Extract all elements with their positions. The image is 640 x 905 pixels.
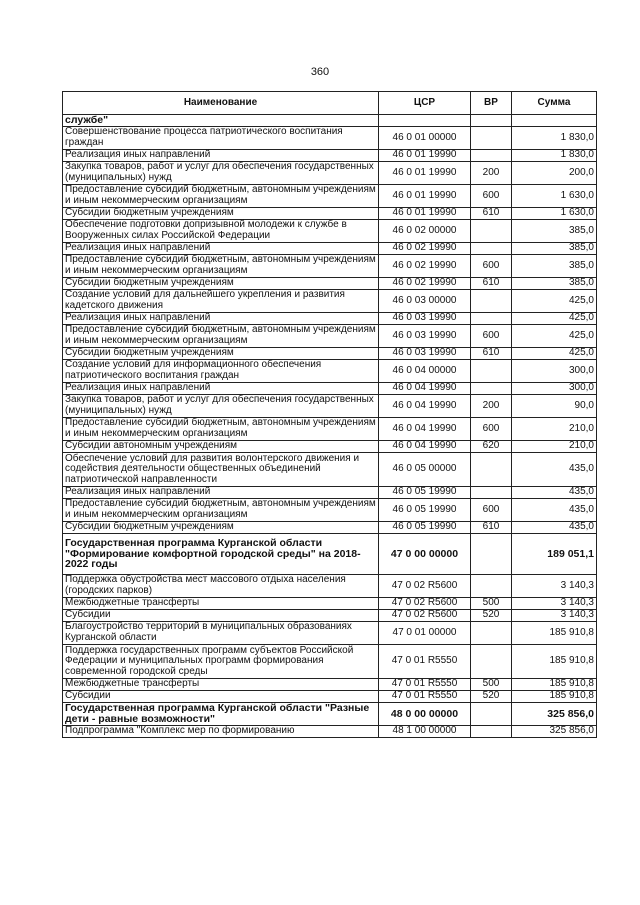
sum-cell: 210,0 [512,441,597,453]
vr-cell: 600 [471,325,512,348]
name-cell: Межбюджетные трансферты [63,679,379,691]
vr-cell: 620 [471,441,512,453]
name-cell: Совершенствование процесса патриотического воспитания граждан [63,127,379,150]
sum-cell: 435,0 [512,487,597,499]
csr-cell: 47 0 01 R5550 [379,691,471,703]
name-cell: Субсидии [63,610,379,622]
sum-cell: 385,0 [512,220,597,243]
vr-cell [471,726,512,738]
sum-cell: 185 910,8 [512,622,597,645]
sum-cell: 1 630,0 [512,208,597,220]
csr-cell: 46 0 05 00000 [379,453,471,487]
table-row [63,325,597,348]
name-cell: Обеспечение условий для развития волонтерского движения и содействия деятельности общественных объединений патриотической направленности [63,453,379,487]
name-cell: Субсидии [63,691,379,703]
sum-cell: 435,0 [512,522,597,534]
csr-cell: 47 0 02 R5600 [379,598,471,610]
vr-cell [471,150,512,162]
csr-cell: 46 0 05 19990 [379,522,471,534]
sum-cell: 185 910,8 [512,691,597,703]
name-cell: службе" [63,115,379,127]
vr-cell [471,453,512,487]
table-row [63,499,597,522]
name-cell: Закупка товаров, работ и услуг для обеспечения государственных (муниципальных) нужд [63,162,379,185]
csr-cell: 46 0 05 19990 [379,487,471,499]
vr-cell: 500 [471,679,512,691]
table-row [63,622,597,645]
vr-cell [471,220,512,243]
table-row [63,220,597,243]
name-cell: Предоставление субсидий бюджетным, автономным учреждениям и иным некоммерческим организациям [63,255,379,278]
csr-cell: 47 0 02 R5600 [379,610,471,622]
header-vr: ВР [471,92,512,115]
table-row [63,534,597,575]
sum-cell: 385,0 [512,278,597,290]
name-cell: Субсидии автономным учреждениям [63,441,379,453]
name-cell: Создание условий для дальнейшего укрепления и развития кадетского движения [63,290,379,313]
name-cell: Подпрограмма "Комплекс мер по формированию [63,726,379,738]
sum-cell: 325 856,0 [512,726,597,738]
vr-cell: 610 [471,278,512,290]
sum-cell: 189 051,1 [512,534,597,575]
sum-cell: 1 830,0 [512,127,597,150]
csr-cell: 46 0 04 19990 [379,395,471,418]
csr-cell [379,115,471,127]
vr-cell: 600 [471,499,512,522]
name-cell: Предоставление субсидий бюджетным, автономным учреждениям и иным некоммерческим организациям [63,325,379,348]
name-cell: Реализация иных направлений [63,383,379,395]
csr-cell: 47 0 02 R5600 [379,575,471,598]
name-cell: Предоставление субсидий бюджетным, автономным учреждениям и иным некоммерческим организациям [63,418,379,441]
name-cell: Государственная программа Курганской области "Формирование комфортной городской среды" на 2018-2022 годы [63,534,379,575]
vr-cell: 200 [471,395,512,418]
csr-cell: 47 0 01 00000 [379,622,471,645]
sum-cell: 210,0 [512,418,597,441]
csr-cell: 46 0 03 19990 [379,325,471,348]
budget-table [62,91,597,738]
csr-cell: 46 0 02 00000 [379,220,471,243]
csr-cell: 46 0 03 19990 [379,313,471,325]
sum-cell: 425,0 [512,325,597,348]
table-row [63,313,597,325]
name-cell: Закупка товаров, работ и услуг для обеспечения государственных (муниципальных) нужд [63,395,379,418]
table-row [63,208,597,220]
table-row [63,255,597,278]
vr-cell [471,290,512,313]
vr-cell [471,645,512,679]
csr-cell: 47 0 01 R5550 [379,645,471,679]
sum-cell: 425,0 [512,313,597,325]
vr-cell: 200 [471,162,512,185]
table-row [63,487,597,499]
sum-cell: 1 630,0 [512,185,597,208]
vr-cell: 600 [471,185,512,208]
table-row [63,115,597,127]
table-row [63,726,597,738]
table-row [63,441,597,453]
sum-cell: 90,0 [512,395,597,418]
vr-cell [471,703,512,726]
csr-cell: 46 0 04 19990 [379,418,471,441]
table-row [63,150,597,162]
table-row [63,691,597,703]
csr-cell: 46 0 01 19990 [379,208,471,220]
table-row [63,703,597,726]
table-row [63,348,597,360]
sum-cell: 300,0 [512,383,597,395]
vr-cell [471,360,512,383]
csr-cell: 46 0 01 19990 [379,162,471,185]
csr-cell: 46 0 02 19990 [379,278,471,290]
table-row [63,679,597,691]
table-row [63,243,597,255]
csr-cell: 47 0 00 00000 [379,534,471,575]
name-cell: Межбюджетные трансферты [63,598,379,610]
csr-cell: 47 0 01 R5550 [379,679,471,691]
table-row [63,610,597,622]
sum-cell: 3 140,3 [512,575,597,598]
name-cell: Субсидии бюджетным учреждениям [63,278,379,290]
csr-cell: 46 0 05 19990 [379,499,471,522]
csr-cell: 46 0 03 19990 [379,348,471,360]
csr-cell: 46 0 02 19990 [379,243,471,255]
csr-cell: 46 0 04 19990 [379,441,471,453]
name-cell: Обеспечение подготовки допризывной молодежи к службе в Вооруженных силах Российской Федерации [63,220,379,243]
csr-cell: 46 0 04 00000 [379,360,471,383]
vr-cell: 610 [471,522,512,534]
name-cell: Государственная программа Курганской области "Разные дети - равные возможности" [63,703,379,726]
vr-cell: 610 [471,208,512,220]
table-row [63,278,597,290]
header-csr: ЦСР [379,92,471,115]
sum-cell: 385,0 [512,255,597,278]
name-cell: Поддержка обустройства мест массового отдыха населения (городских парков) [63,575,379,598]
sum-cell: 425,0 [512,348,597,360]
vr-cell: 500 [471,598,512,610]
table-row [63,360,597,383]
sum-cell: 325 856,0 [512,703,597,726]
vr-cell: 520 [471,691,512,703]
sum-cell: 185 910,8 [512,679,597,691]
sum-cell: 425,0 [512,290,597,313]
csr-cell: 46 0 04 19990 [379,383,471,395]
csr-cell: 48 0 00 00000 [379,703,471,726]
vr-cell [471,487,512,499]
name-cell: Предоставление субсидий бюджетным, автономным учреждениям и иным некоммерческим организациям [63,499,379,522]
vr-cell [471,575,512,598]
vr-cell: 600 [471,255,512,278]
name-cell: Реализация иных направлений [63,487,379,499]
csr-cell: 46 0 01 19990 [379,185,471,208]
table-row [63,598,597,610]
table-row [63,127,597,150]
table-row [63,453,597,487]
csr-cell: 46 0 01 19990 [379,150,471,162]
vr-cell [471,313,512,325]
name-cell: Реализация иных направлений [63,313,379,325]
vr-cell [471,243,512,255]
page-number: 360 [310,66,330,78]
table-row [63,395,597,418]
vr-cell [471,534,512,575]
name-cell: Субсидии бюджетным учреждениям [63,348,379,360]
table-row [63,290,597,313]
table-row [63,162,597,185]
name-cell: Реализация иных направлений [63,243,379,255]
csr-cell: 46 0 01 00000 [379,127,471,150]
table-body [63,115,597,738]
name-cell: Предоставление субсидий бюджетным, автономным учреждениям и иным некоммерческим организациям [63,185,379,208]
table-row [63,645,597,679]
sum-cell: 300,0 [512,360,597,383]
sum-cell: 3 140,3 [512,610,597,622]
table-row [63,522,597,534]
table-row [63,575,597,598]
table-header-row [63,92,597,115]
table-row [63,383,597,395]
sum-cell: 435,0 [512,453,597,487]
sum-cell [512,115,597,127]
header-name: Наименование [63,92,379,115]
name-cell: Создание условий для информационного обеспечения патриотического воспитания граждан [63,360,379,383]
name-cell: Реализация иных направлений [63,150,379,162]
csr-cell: 48 1 00 00000 [379,726,471,738]
name-cell: Благоустройство территорий в муниципальных образованиях Курганской области [63,622,379,645]
name-cell: Субсидии бюджетным учреждениям [63,522,379,534]
sum-cell: 1 830,0 [512,150,597,162]
sum-cell: 185 910,8 [512,645,597,679]
sum-cell: 435,0 [512,499,597,522]
csr-cell: 46 0 02 19990 [379,255,471,278]
header-sum: Сумма [512,92,597,115]
sum-cell: 200,0 [512,162,597,185]
csr-cell: 46 0 03 00000 [379,290,471,313]
vr-cell: 520 [471,610,512,622]
sum-cell: 385,0 [512,243,597,255]
table-row [63,185,597,208]
vr-cell [471,622,512,645]
vr-cell: 610 [471,348,512,360]
name-cell: Поддержка государственных программ субъектов Российской Федерации и муниципальных программ формирования современной городской среды [63,645,379,679]
vr-cell [471,127,512,150]
name-cell: Субсидии бюджетным учреждениям [63,208,379,220]
vr-cell: 600 [471,418,512,441]
vr-cell [471,115,512,127]
sum-cell: 3 140,3 [512,598,597,610]
table-row [63,418,597,441]
vr-cell [471,383,512,395]
